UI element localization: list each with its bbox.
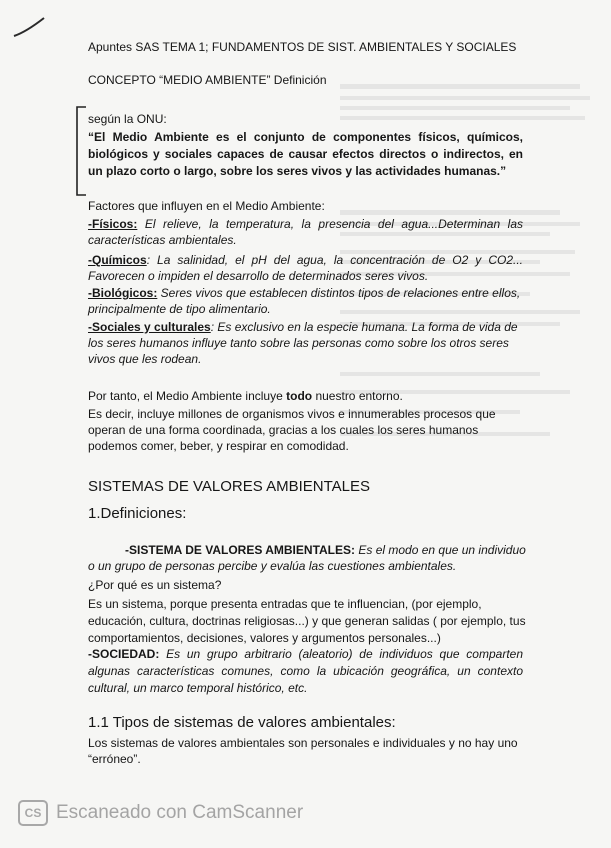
- factor-biologicos: [88, 285, 528, 317]
- section-title: SISTEMAS DE VALORES AMBIENTALES: [88, 478, 371, 495]
- sociedad-text: Es un grupo arbitrario (aleatorio) de individuos que comparten algunas características comunes, como la ubicación geográfica, un contexto cultural, un marco temporal histórico, etc.: [88, 647, 523, 695]
- factor-quimicos: [88, 252, 523, 284]
- sociedad-definition: [88, 646, 523, 697]
- factor-label: -Sociales y culturales: [88, 320, 211, 334]
- factor-label: -Biológicos:: [88, 286, 158, 300]
- types-title: 1.1 Tipos de sistemas de valores ambientales:: [88, 714, 396, 731]
- document-title: Apuntes SAS TEMA 1; FUNDAMENTOS DE SIST. AMBIENTALES Y SOCIALES: [88, 40, 517, 54]
- conclusion-post: nuestro entorno.: [312, 389, 403, 403]
- camscanner-logo-icon: CS: [18, 800, 48, 826]
- conclusion-pre: Por tanto, el Medio Ambiente incluye: [88, 389, 287, 403]
- sociedad-label: -SOCIEDAD:: [88, 647, 160, 661]
- sva-definition: [88, 542, 528, 574]
- definitions-title: 1.Definiciones:: [88, 505, 187, 522]
- conclusion-paragraph: Es decir, incluye millones de organismos vivos e innumerables procesos que operan de una forma coordinada, gracias a los cuales los seres humanos podemos comer, beber, y respirar en comodidad.: [88, 407, 496, 453]
- factor-text: : Es exclusivo en la especie humana. La forma de vida de los seres humanos influye tanto sobre las personas como sobre los otros seres vivos que les rodean.: [88, 320, 518, 366]
- system-question: ¿Por qué es un sistema?: [88, 578, 222, 592]
- sva-label: -SISTEMA DE VALORES AMBIENTALES:: [125, 543, 356, 557]
- hand-drawn-bracket-icon: [74, 105, 88, 199]
- factor-label: -Físicos:: [88, 217, 138, 231]
- pen-mark-icon: [12, 14, 48, 40]
- factor-fisicos: [88, 216, 523, 248]
- concept-heading: CONCEPTO “MEDIO AMBIENTE” Definición: [88, 73, 327, 87]
- onu-definition: “El Medio Ambiente es el conjunto de componentes físicos, químicos, biológicos y sociales capaces de causar efectos directos o indirectos, en un plazo corto o largo, sobre los seres vivos y las actividades humanas.”: [88, 130, 523, 178]
- factor-text: El relieve, la temperatura, la presencia del agua...Determinan las características ambientales.: [88, 217, 523, 247]
- factors-intro: Factores que influyen en el Medio Ambiente:: [88, 199, 325, 213]
- factor-label: -Químicos: [88, 253, 147, 267]
- types-text: Los sistemas de valores ambientales son personales e individuales y no hay uno “erróneo”.: [88, 736, 518, 766]
- camscanner-watermark: [18, 798, 358, 828]
- system-answer: Es un sistema, porque presenta entradas que te influencian, (por ejemplo, educación, cultura, doctrinas religiosas...) y que generan salidas ( por ejemplo, tus comportamientos, decisiones, valores y argumentos personales...): [88, 597, 526, 645]
- sva-text: Es el modo en que un individuo o un grupo de personas percibe y evalúa las cuestiones ambientales.: [88, 543, 526, 573]
- factor-text: Seres vivos que establecen distintos tipos de relaciones entre ellos, principalmente de tipo alimentario.: [88, 286, 521, 316]
- factor-text: : La salinidad, el pH del agua, la concentración de O2 y CO2... Favorecen o impiden el desarrollo de determinados seres vivos.: [88, 253, 523, 283]
- onu-intro: según la ONU:: [88, 112, 167, 126]
- camscanner-text: Escaneado con CamScanner: [56, 802, 304, 823]
- conclusion-bold: todo: [286, 389, 313, 403]
- factor-sociales: [88, 319, 528, 367]
- conclusion-line: [88, 388, 528, 404]
